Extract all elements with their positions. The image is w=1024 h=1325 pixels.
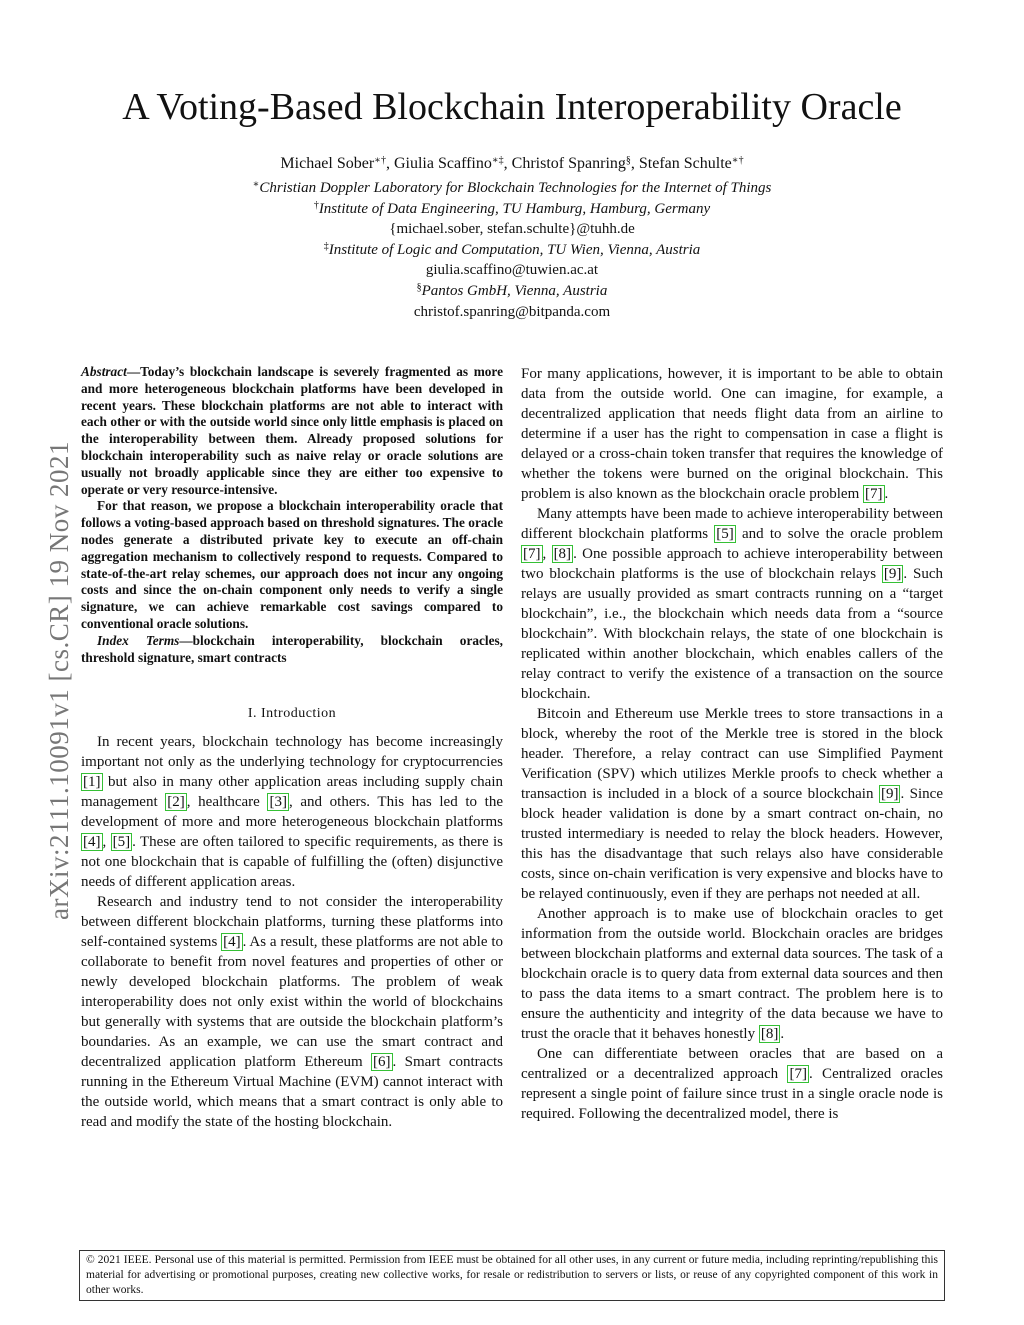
text-run: In recent years, blockchain technology has become increasingly important not only as the underlying technology for cryptocurrencies <box>81 734 503 771</box>
author-name: Michael Sober <box>280 155 375 172</box>
citation-link[interactable]: [1] <box>83 774 101 791</box>
text-run: One can differentiate between oracles that are based on a centralized or a decentralized approach <box>521 1046 943 1082</box>
abstract <box>81 364 503 666</box>
text-run: , healthcare <box>186 794 268 811</box>
abstract-label: Abstract <box>81 364 127 379</box>
body-paragraph <box>81 892 503 1132</box>
affiliation-email: {michael.sober, stefan.schulte}@tuhh.de <box>389 221 635 237</box>
index-terms <box>81 633 503 667</box>
text-run: . One possible approach to achieve interoperability between two blockchain platforms is the use of blockchain relays <box>521 546 943 582</box>
citation-link[interactable]: [4] <box>223 934 241 951</box>
text-run: but also in many other application areas including supply chain management <box>81 774 503 811</box>
citation-link[interactable]: [7] <box>865 486 883 502</box>
text-run: Research and industry tend to not consider the interoperability between different blockchain platforms, turning these platforms into self-contained systems <box>81 894 503 951</box>
affiliation-email: christof.spanring@bitpanda.com <box>413 304 611 320</box>
citation-link[interactable]: [7] <box>523 546 541 562</box>
citation-link[interactable]: [5] <box>716 526 734 542</box>
author-name: Stefan Schulte <box>638 155 732 172</box>
affiliation-text: Institute of Data Engineering, TU Hamburg, Hamburg, Germany <box>318 201 711 217</box>
index-terms-label: Index Terms <box>97 632 180 648</box>
affiliation-line <box>0 178 1024 198</box>
citation-link[interactable]: [3] <box>269 794 287 811</box>
body-paragraph <box>521 904 943 1044</box>
body-paragraph <box>81 732 503 892</box>
text-run: . <box>780 1026 785 1042</box>
text-run: . Such relays are usually provided as smart contracts running on a “target blockchain”, i.e., the blockchain which needs data from a “source blockchain”. With blockchain relays, the state of one blockchain is replicated within another blockchain, which enables callers of the relay contract to verify the existence of a transaction on the source blockchain. <box>521 566 943 702</box>
abstract-paragraph: For that reason, we propose a blockchain interoperability oracle that follows a voting-based approach based on threshold signatures. The oracle nodes generate a distributed private key to execute an off-chain aggregation mechanism to collectively respond to requests. Compared to state-of-the-art relay schemes, our approach does not incur any ongoing costs and since the on-chain component only needs to verify a single signature, we can achieve remarkable cost savings compared to conventional oracle solutions. <box>81 498 503 631</box>
citation-link[interactable]: [8] <box>553 546 572 562</box>
citation-link[interactable]: [9] <box>883 566 902 582</box>
citation-link[interactable]: [2] <box>167 794 185 811</box>
affiliation-line <box>0 240 1024 260</box>
text-run: , and others. This has led to the development of more and more heterogeneous blockchain platforms <box>81 794 503 831</box>
affiliation-text: Institute of Logic and Computation, TU Wien, Vienna, Austria <box>328 242 701 258</box>
author-marks: ∗† <box>731 155 744 166</box>
citation-link[interactable]: [8] <box>760 1026 779 1042</box>
text-run: Another approach is to make use of blockchain oracles to get information from the outside world. Blockchain oracles are bridges between blockchain platforms and external data sources. The task of a blockchain oracle is to query data from external data sources and then to pass the data items to a smart contract. The problem here is to ensure the authenticity and integrity of the data because we have to trust the oracle that it behaves honestly <box>521 906 943 1042</box>
affiliation-mark: † <box>313 200 319 211</box>
text-run: For many applications, however, it is important to be able to obtain data from the outside world. One can imagine, for example, a decentralized application that needs flight data from an airline to determine if a user has the right to compensation in case a flight is delayed or a cross-chain token transfer that requires the knowledge of whether the tokens were burned on the original blockchain. This problem is also known as the blockchain oracle problem <box>521 366 943 502</box>
index-terms-text: —blockchain interoperability, blockchain oracles, threshold signature, smart contracts <box>81 632 503 665</box>
text-run: , <box>542 546 552 562</box>
affiliation-line <box>0 199 1024 219</box>
text-run: . Smart contracts running in the Ethereum Virtual Machine (EVM) cannot interact with the outside world, which means that a smart contract is only able to read and modify the state of the hosting blockchain. <box>81 1054 503 1131</box>
body-paragraph <box>521 704 943 904</box>
affiliation-text: Christian Doppler Laboratory for Blockchain Technologies for the Internet of Things <box>259 180 772 196</box>
section-heading: I. Introduction <box>247 706 337 722</box>
author-name: Giulia Scaffino <box>393 155 492 172</box>
text-run: . Since block header validation is done by a smart contract on-chain, no trusted intermediary is needed to relay the block headers. However, this has the disadvantage that such relays also have considerable costs, since on-chain verification is very expensive and blocks have to be relayed continuously, even if they are perhaps not needed at all. <box>521 786 943 902</box>
author-marks: ∗‡ <box>491 155 504 166</box>
body-paragraph <box>521 1044 943 1124</box>
text-run: . <box>884 486 889 502</box>
right-column <box>521 364 943 1124</box>
text-run: and to solve the oracle problem <box>735 526 943 542</box>
text-run: . As a result, these platforms are not able to collaborate to benefit from novel features and properties of other or newly developed blockchain platforms. The problem of weak interoperability does not only exist within the world of blockchains but generally with systems that are outside the blockchain platform’s boundaries. As an example, we can use the smart contract and decentralized application platform Ethereum <box>81 934 503 1071</box>
paper-title: A Voting-Based Blockchain Interoperability Oracle <box>122 86 902 128</box>
copyright-notice: © 2021 IEEE. Personal use of this material is permitted. Permission from IEEE must be obtained for all other uses, in any current or future media, including reprinting/republishing this material for advertising or promotional purposes, creating new collective works, for resale or redistribution to servers or lists, or reuse of any copyrighted component of this work in other works. <box>79 1250 945 1301</box>
arxiv-sidebar-stamp: arXiv:2111.10091v1 [cs.CR] 19 Nov 2021 <box>44 441 74 920</box>
author-marks: ∗† <box>374 155 386 166</box>
author-name: Christof Spanring <box>511 155 626 172</box>
abstract-text: —Today’s blockchain landscape is severely fragmented as more and more heterogeneous blockchain platforms have been developed in recent years. These blockchain platforms are not able to interact with each other or with the outside world since only little emphasis is placed on the interoperability between them. Already proposed solutions for blockchain interoperability such as naive relay or oracle solutions are usually not broadly applicable since they are either too expensive to operate or very resource-intensive. <box>81 364 503 497</box>
citation-link[interactable]: [5] <box>112 834 131 851</box>
citation-link[interactable]: [7] <box>789 1066 807 1082</box>
text-run: , <box>102 834 111 851</box>
text-run: Bitcoin and Ethereum use Merkle trees to store transactions in a block, whereby the root of the Merkle tree is stored in the block header. Therefore, a relay contract can use Simplified Payment Verification (SPV) which utilizes Merkle proofs to check whether a transaction is included in a block of a source blockchain <box>521 706 943 802</box>
citation-link[interactable]: [6] <box>373 1054 391 1071</box>
affiliation-line <box>0 281 1024 301</box>
affiliation-mark: ∗ <box>252 179 260 190</box>
text-run: Many attempts have been made to achieve interoperability between different blockchain platforms <box>521 506 943 542</box>
citation-link[interactable]: [4] <box>83 834 101 851</box>
text-run: . These are often tailored to specific requirements, as there is not one blockchain that is capable of fulfilling the (often) disjunctive needs of different application areas. <box>81 834 504 891</box>
affiliation-mark: § <box>416 282 422 293</box>
left-column <box>81 364 503 1132</box>
affiliation-mark: ‡ <box>323 241 329 252</box>
author-list: Michael Sober∗†, Giulia Scaffino∗‡, Christof Spanring§, Stefan Schulte∗† <box>280 155 744 172</box>
abstract-paragraph <box>81 364 503 498</box>
author-marks: § <box>625 155 631 166</box>
citation-link[interactable]: [9] <box>880 786 899 802</box>
text-run: . Centralized oracles represent a single point of failure since trust in a single oracle node is required. Following the decentralized model, there is <box>521 1066 943 1122</box>
affiliation-text: Pantos GmbH, Vienna, Austria <box>421 283 608 299</box>
body-paragraph <box>521 364 943 504</box>
body-paragraph <box>521 504 943 704</box>
affiliation-email: giulia.scaffino@tuwien.ac.at <box>425 262 599 278</box>
